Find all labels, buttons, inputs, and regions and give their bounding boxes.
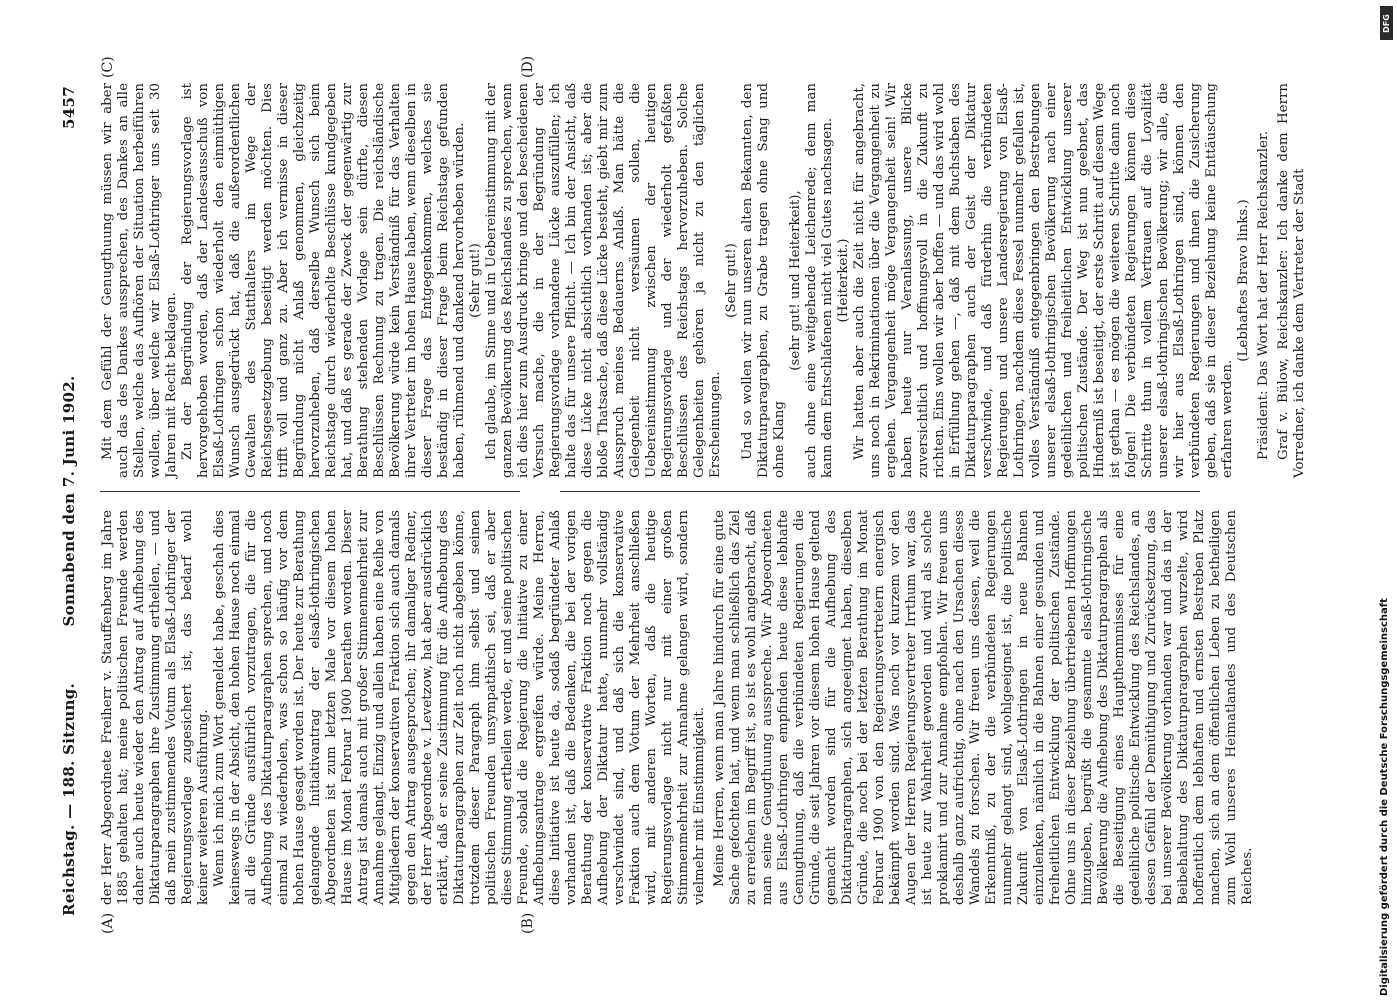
right-column-paragraph: Präsident: Das Wort hat der Herr Reichskanzler.	[1256, 130, 1271, 460]
right-column-paragraph: Und so wollen wir nun unseren alten Bekannten, den Diktaturparagraphen, zu Grabe tragen ohne Sang und ohne Klang	[740, 83, 787, 478]
margin-marker-d: (D)	[520, 55, 536, 78]
dfg-logo: DFG	[1380, 6, 1393, 40]
right-column-paragraph: (sehr gut! und Heiterkeit),	[788, 190, 803, 371]
header-date: Sonnabend den 7. Juni 1902.	[60, 375, 78, 627]
page-number: 5457	[60, 86, 78, 129]
right-column-paragraph: (Lebhaftes Bravo links.)	[1236, 199, 1251, 362]
right-column-paragraph: Mit dem Gefühl der Genugthuung müssen wir aber auch das des Dankes aussprechen, des Dankes an alle Stellen, welche das Aufhören der Situation herbeiführen wollen, über welche wir Elsaß-Lothringer uns seit 30 Jahren mit Recht beklagen.	[100, 83, 179, 478]
right-column-paragraph: Graf v. Bülow, Reichskanzler: Ich danke dem Herrn Vorredner, ich danke dem Vertreter der Stadt	[1276, 83, 1307, 478]
right-column-paragraph: auch ohne eine weitgehende Leichenrede; denn man kann dem Entschlafenen nicht viel Gutes nachsagen.	[804, 83, 835, 478]
right-column-paragraph: Wir hatten aber auch die Zeit nicht für angebracht, uns noch in Rekriminationen über die Vergangenheit zu ergehen. Vergangenheit möge Vergangenheit sein! Wir haben heute nur Veranlassung, unsere Blicke zuversichtlich und hoffnungsvoll in die Zukunft zu richten. Eins wollen wir aber hoffen — und das wird wohl in Erfüllung gehen —, daß mit dem Buchstaben des Diktaturparagraphen auch der Geist der Diktatur verschwinde, und daß fürderhin die verbündeten Regierungen und unsere Landesregierung von Elsaß-Lothringen, nachdem diese Fessel nunmehr gefallen ist, volles Verständniß entgegenbringen den Bestrebungen unserer elsaß-lothringischen Bevölkerung nach einer gedeihlichen und freiheitlichen Entwicklung unserer politischen Zustände. Der Weg ist nun geebnet, das Hinderniß ist beseitigt, der erste Schritt auf diesem Wege ist gethan — es mögen die weiteren Schritte dann noch folgen! Die verbündeten Regierungen können diese Schritte thun in vollem Vertrauen auf die Loyalität unserer elsaß-lothringischen Bevölkerung; wir alle, die wir hier aus Elsaß-Lothringen sind, können den verbündeten Regierungen und ihnen die Zusicherung geben, daß sie in dieser Beziehung keine Enttäuschung erfahren werden.	[852, 83, 1235, 478]
right-column-paragraph: (Sehr gut!)	[724, 243, 739, 318]
right-column-paragraph: (Heiterkeit.)	[836, 238, 851, 323]
margin-marker-c: (C)	[100, 56, 116, 78]
header-left: Reichstag. — 188. Sitzung.	[60, 682, 78, 916]
left-column-paragraph: Wenn ich mich zum Wort gemeldet habe, geschah dies keineswegs in der Absicht, den hohen Hause noch einmal all die Gründe ausführlich vorzutragen, die für die Aufhebung des Diktaturparagraphen sprechen, und noch einmal zu wiederholen, was schon so häufig vor dem hohen Hause gesagt worden ist. Der heute zur Berathung gelangende Initiativantrag der elsaß-lothringischen Abgeordneten ist zum letzten Male vor diesem hohen Hause im Monat Februar 1900 berathen worden. Dieser Antrag ist damals auch mit großer Stimmenmehrheit zur Annahme gelangt. Einzig und allein haben eine Reihe von Mitgliedern der konservativen Fraktion sich auch damals gegen den Antrag ausgesprochen; ihr damaliger Redner, der Herr Abgeordnete v. Levetzow, hat aber ausdrücklich erklärt, daß er seine Zustimmung für die Aufhebung des Diktaturparagraphen zur Zeit noch nicht abgeben könne, trotzdem dieser Paragraph ihm selbst und seinen politischen Freunden unsympathisch sei, daß er aber diese Stimmung ertheilen werde, er und seine politischen Freunde, sobald die Regierung die Initiative zu einer Aufhebungsantrage ergreifen würde. Meine Herren, diese Initiative ist heute da, sodaß begründeter Anlaß vorhanden ist, daß die Bedenken, die bei der vorigen Berathung der konservative Fraktion noch gegen die Aufhebung der Diktatur hatte, nunmehr vollständig verschwindet sind, und daß sich die konservative Fraktion auch dem Votum der Mehrheit anschließen wird, mit anderen Worten, daß die heutige Regierungsvorlage nicht nur mit einer großen Stimmenmehrheit zur Annahme gelangen wird, sondern vielmehr mit Einstimmigkeit.	[212, 510, 707, 905]
margin-marker-b: (B)	[520, 912, 536, 934]
left-column	[100, 510, 1255, 905]
page-header	[60, 86, 88, 916]
digitization-credit: Digitalisierung gefördert durch die Deutsche Forschungsgemeinschaft	[1379, 598, 1390, 996]
column-divider-lower	[560, 491, 1200, 492]
right-column-paragraph: Ich glaube, im Sinne und in Uebereinstimmung mit der ganzen Bevölkerung des Reichslandes zu sprechen, wenn ich dies hier zum Ausdruck bringe und den bescheidenen Versuch mache, die in der Begründung der Regierungsvorlage vorhandene Lücke auszufüllen; ich halte das für unsere Pflicht. — Ich bin der Ansicht, daß diese Lücke nicht absichtlich vorhanden ist; aber die bloße Thatsache, daß diese Lücke besteht, giebt mir zum Ausspruch meines Bedauerns Anlaß. Man hätte die Gelegenheit nicht versäumen sollen, die Uebereinstimmung zwischen der heutigen Regierungsvorlage und der wiederholt gefaßten Beschlüssen des Reichstags hervorzuheben. Solche Gelegenheiten gehören ja nicht zu den täglichen Erscheinungen.	[484, 83, 723, 478]
margin-marker-a: (A)	[100, 912, 116, 934]
column-divider	[100, 491, 520, 492]
left-column-paragraph: der Herr Abgeordnete Freiherr v. Stauffenberg im Jahre 1885 gehalten hat; meine politischen Freunde werden daher auch heute wieder den Antrag auf Aufhebung des Diktaturparagraphen ihre Zustimmung ertheilen, — und daß mein zustimmendes Votum als Elsaß-Lothringer der Regierungsvorlage zugesichert ist, das bedarf wohl keiner weiteren Ausführung.	[100, 510, 211, 905]
right-column-paragraph: Zu der Begründung der Regierungsvorlage ist hervorgehoben worden, daß der Landesausschuß von Elsaß-Lothringen schon wiederholt den einmüthigen Wunsch ausgedrückt hat, daß die außerordentlichen Gewalten des Statthalters im Wege der Reichsgesetzgebung beseitigt werden möchten. Dies trifft voll und ganz zu. Aber ich vermisse in dieser Begründung nicht Anlaß genommen, gleichzeitig hervorzuheben, daß derselbe Wunsch sich beim Reichstage durch wiederholte Beschlüsse kundgegeben hat, und daß es gerade der Zweck der gegenwärtig zur Berathung stehenden Vorlage sein dürfte, diesen Beschlüssen Rechnung zu tragen. Die reichsländische Bevölkerung würde kein Verständniß für das Verhalten ihrer Vertreter im hohen Hause haben, wenn dieselben in dieser Frage das Entgegenkommen, welches sie beständig in dieser Frage beim Reichstage gefunden haben, rühmend und dankend hervorheben würden.	[180, 83, 467, 478]
right-column	[100, 83, 1307, 478]
right-column-paragraph: (Sehr gut!)	[468, 243, 483, 318]
left-column-paragraph: Meine Herren, wenn man Jahre hindurch für eine gute Sache gefochten hat, und wenn man schließlich das Ziel zu erreichen im Begriff ist, so ist es wohl angebracht, daß man seine Genugthuung ausspreche. Wir Abgeordneten aus Elsaß-Lothringen empfinden heute diese lebhafte Genugthuung, daß die verbündeten Regierungen die Gründe, die seit Jahren vor diesem hohen Hause geltend gemacht worden sind für die Aufhebung des Diktaturparagraphen, sich angeeignet haben, dieselben Gründe, die noch bei der letzten Berathung im Monat Februar 1900 von den Regierungsvertretern energisch bekämpft worden sind. Was noch vor kurzem vor den Augen der Herren Regierungsvertreter Irrthum war, das ist heute zur Wahrheit geworden und wird als solche proklamirt und zur Annahme empfohlen. Wir freuen uns deshalb ganz aufrichtig, ohne nach den Ursachen dieses Wandels zu forschen. Wir freuen uns dessen, weil die Erkenntniß, zu der die verbündeten Regierungen nunmehr gelangt sind, wohlgeeignet ist, die politische Zukunft von Elsaß-Lothringen in neue Bahnen einzulenken, nämlich in die Bahnen einer gesunden und freiheitlichen Entwicklung der politischen Zustände. Ohne uns in dieser Beziehung übertriebenen Hoffnungen hinzugeben, begrüßt die gesammte elsaß-lothringische Bevölkerung die Aufhebung des Diktaturparagraphen als die Beseitigung eines Haupthemmnisses für eine gedeihliche politische Entwicklung des Reichslandes, an dessen Gefühl der Demüthigung und Zurücksetzung, das bei unserer Bevölkerung vorhanden war und das in der Beibehaltung des Diktaturparagraphen wurzelte, wird hoffentlich dem lebhaften und ernsten Bestreben Platz machen, sich an dem öffentlichen Leben zu betheiligen zum Wohl unseres Heimatlandes und des Deutschen Reiches.	[712, 510, 1255, 905]
